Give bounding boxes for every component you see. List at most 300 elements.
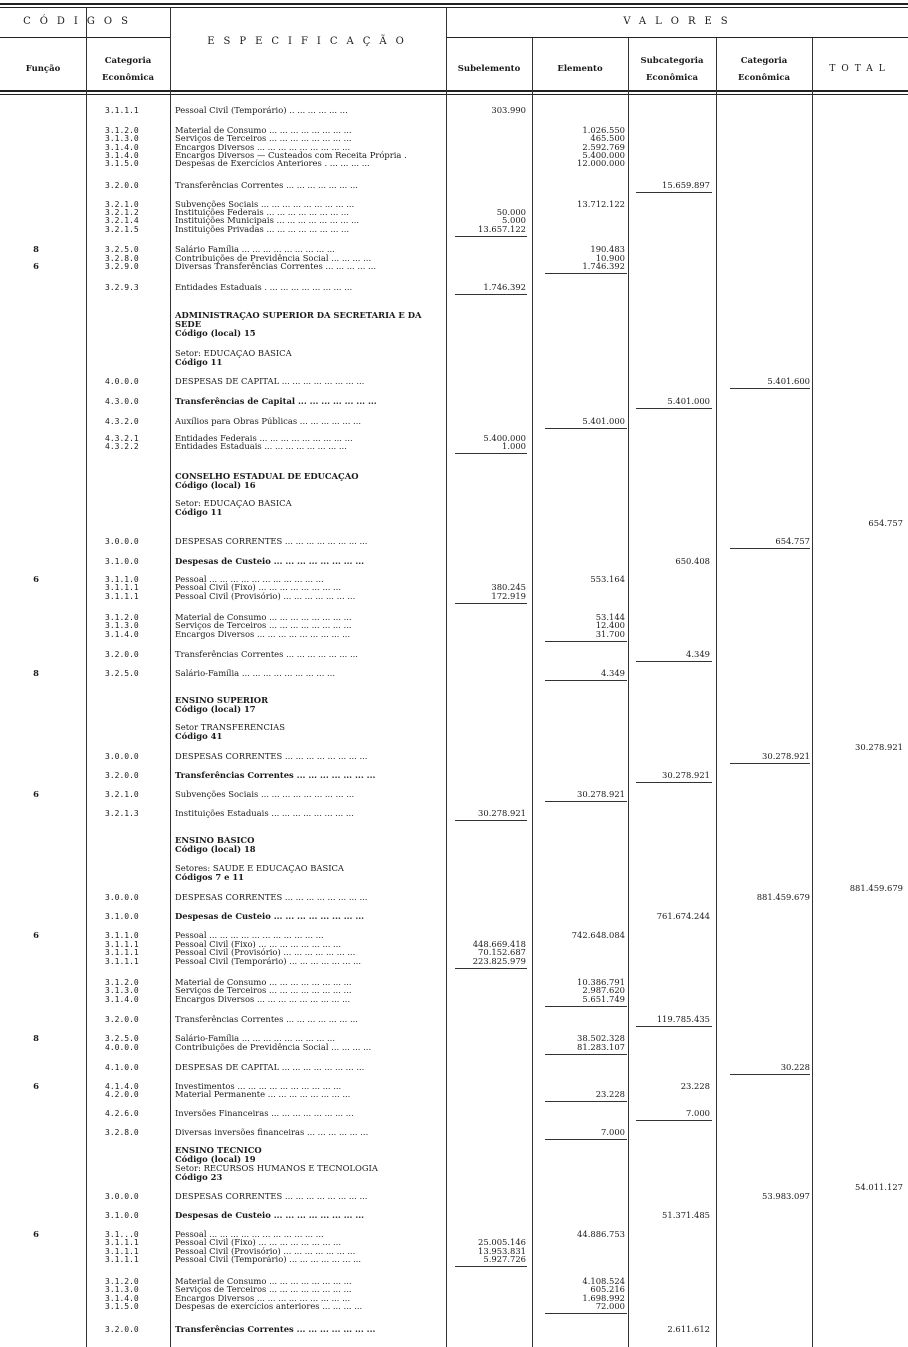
especificacao-label: Serviços de Terceiros ... ... ... ... ... ... ... ... [175, 134, 352, 143]
categoria-code: 3.2.1.5 [105, 225, 139, 234]
total-value: 54.011.127 [855, 1182, 903, 1192]
especificacao-label: Instituições Privadas ... ... ... ... ... ... ... ... [175, 225, 350, 234]
especificacao-text [175, 262, 440, 271]
especificacao-label: Diversas Transferências Correntes ... ... ... ... ... [175, 262, 377, 271]
categoria-code: 3.1.2.0 [105, 978, 139, 987]
elemento-value: 44.886.753 [577, 1229, 625, 1239]
categoria-value: 654.757 [775, 536, 810, 546]
col-rule-subcategoria [716, 38, 717, 1347]
categoria-code: 4.1.4.0 [105, 1082, 139, 1091]
subtotal-rule [455, 236, 527, 237]
ledger-row [0, 1255, 908, 1264]
elemento-value: 553.164 [590, 574, 625, 584]
funcao-code: 6 [33, 789, 39, 799]
categoria-code: 3.2.0.0 [105, 1015, 139, 1024]
especificacao-label: Pessoal Civil (Fixo) ... ... ... ... ... ... ... ... [175, 583, 342, 592]
categoria-code: 3.1.3.0 [105, 986, 139, 995]
especificacao-label: Contribuições de Previdência Social ... ... ... ... [175, 1043, 372, 1052]
categoria-code: 3.1.1.1 [105, 957, 139, 966]
especificacao-text [175, 790, 440, 799]
ledger-row [0, 283, 908, 292]
elemento-value: 53.144 [595, 612, 625, 622]
especificacao-label: Despesas de Custeio ... ... ... ... ... ... ... ... [175, 912, 365, 921]
funcao-code: 8 [33, 244, 39, 254]
ledger-row [0, 1238, 908, 1247]
especificacao-label: Salário-Família ... ... ... ... ... ... ... ... ... [175, 1034, 335, 1043]
especificacao-text [175, 864, 440, 882]
categoria-value: 30.278.921 [762, 751, 810, 761]
especificacao-text [175, 995, 440, 1004]
subcategoria-value: 7.000 [686, 1108, 710, 1118]
elemento-value: 7.000 [601, 1127, 625, 1137]
especificacao-label: Setor TRANSFERÊNCIAS [175, 723, 285, 732]
ledger-row [0, 216, 908, 225]
categoria-value: 53.983.097 [762, 1191, 810, 1201]
ledger-row [0, 1164, 908, 1182]
ledger-row [0, 537, 908, 546]
especificacao-label: Setor: EDUCAÇÃO BÁSICA [175, 349, 292, 358]
ledger-row [0, 723, 908, 741]
especificacao-label: Serviços de Terceiros ... ... ... ... ... ... ... ... [175, 1285, 352, 1294]
elemento-value: 1.026.550 [582, 125, 625, 135]
header-categoria-valor-line1: Categoria [740, 56, 788, 66]
especificacao-label: Setor: EDUCAÇÃO BÁSICA [175, 499, 292, 508]
ledger-row [0, 1034, 908, 1043]
subtotal-rule [545, 680, 627, 681]
subtotal-rule [455, 1266, 527, 1267]
ledger-row [0, 621, 908, 630]
especificacao-text [175, 948, 440, 957]
elemento-value: 81.283.107 [577, 1042, 625, 1052]
categoria-code: 3.1.3.0 [105, 1285, 139, 1294]
subtotal-rule [730, 763, 810, 764]
especificacao-text [175, 472, 440, 490]
especificacao-label: Transferências Correntes ... ... ... ... ... ... ... [175, 1325, 376, 1334]
ledger-row [0, 995, 908, 1004]
categoria-code: 4.0.0.0 [105, 377, 139, 386]
elemento-value: 2.592.769 [582, 142, 625, 152]
especificacao-label: Transferências Correntes ... ... ... ... ... ... ... [175, 771, 376, 780]
header-subcategoria-economica [628, 56, 716, 84]
subtotal-rule [455, 294, 527, 295]
categoria-code: 3.2.5.0 [105, 245, 139, 254]
especificacao-text [175, 931, 440, 940]
especificacao-text [175, 583, 440, 592]
subtotal-rule [730, 1074, 810, 1075]
subcategoria-value: 23.228 [680, 1081, 710, 1091]
elemento-value: 5.401.000 [582, 416, 625, 426]
funcao-code: 8 [33, 668, 39, 678]
categoria-code: 4.3.2.2 [105, 442, 139, 451]
especificacao-label: Pessoal Civil (Temporário) .. ... ... ... ... ... [175, 106, 348, 115]
especificacao-text [175, 630, 440, 639]
categoria-code: 3.1.5.0 [105, 159, 139, 168]
subtotal-rule [730, 548, 810, 549]
ledger-row [0, 225, 908, 234]
especificacao-label: Serviços de Terceiros ... ... ... ... ... ... ... ... [175, 986, 352, 995]
especificacao-label: Pessoal ... ... ... ... ... ... ... ... ... ... ... [175, 575, 324, 584]
subelemento-value: 303.990 [491, 105, 526, 115]
especificacao-label: Material de Consumo ... ... ... ... ... ... ... ... [175, 978, 352, 987]
especificacao-label: Encargos Diversos ... ... ... ... ... ... ... ... ... [175, 630, 351, 639]
section-code: Código 41 [175, 731, 223, 741]
categoria-code: 4.3.0.0 [105, 397, 139, 406]
categoria-code: 3.2.1.4 [105, 216, 139, 225]
elemento-value: 31.700 [595, 629, 625, 639]
subtotal-rule [455, 968, 527, 969]
especificacao-label: Transferências Correntes ... ... ... ... ... ... ... [175, 181, 358, 190]
categoria-code: 3.2.5.0 [105, 669, 139, 678]
especificacao-text [175, 912, 440, 921]
col-rule-subelemento [532, 38, 533, 1347]
section-code: Códigos 7 e 11 [175, 872, 245, 882]
categoria-code: 4.2.0.0 [105, 1090, 139, 1099]
especificacao-label: Entidades Estaduais ... ... ... ... ... ... ... ... [175, 442, 347, 451]
especificacao-label: Pessoal Civil (Provisório) ... ... ... ... ... ... ... [175, 948, 356, 957]
funcao-code: 6 [33, 261, 39, 271]
especificacao-text [175, 417, 440, 426]
especificacao-label: Encargos Diversos ... ... ... ... ... ... ... ... ... [175, 143, 351, 152]
especificacao-text [175, 1034, 440, 1043]
ledger-row [0, 262, 908, 271]
subelemento-value: 172.919 [491, 591, 526, 601]
elemento-value: 30.278.921 [577, 789, 625, 799]
especificacao-text [175, 106, 440, 115]
categoria-code: 3.2.9.3 [105, 283, 139, 292]
especificacao-label: Despesas de Custeio ... ... ... ... ... ... ... ... [175, 557, 365, 566]
categoria-code: 3.2.0.0 [105, 181, 139, 190]
subelemento-value: 448.669.418 [472, 939, 526, 949]
ledger-row [0, 1043, 908, 1052]
especificacao-text [175, 836, 440, 854]
especificacao-label: Pessoal Civil (Fixo) ... ... ... ... ... ... ... ... [175, 1238, 342, 1247]
subtotal-rule [636, 661, 712, 662]
header-subcategoria-line1: Subcategoria [640, 56, 704, 66]
categoria-code: 3.2.5.0 [105, 1034, 139, 1043]
ledger-row [0, 1325, 908, 1334]
header-subcategoria-line2: Econômica [645, 73, 699, 84]
especificacao-label: Despesas de Exercícios Anteriores . ... ... ... ... [175, 159, 370, 168]
header-funcao: Função [25, 64, 61, 74]
especificacao-label: Contribuições de Previdência Social ... ... ... ... [175, 254, 372, 263]
subtotal-rule [545, 1313, 627, 1314]
especificacao-label: Pessoal Civil (Provisório) ... ... ... ... ... ... ... [175, 592, 356, 601]
especificacao-label: Entidades Estaduais . ... ... ... ... ... ... ... ... [175, 283, 353, 292]
subtotal-rule [636, 1120, 712, 1121]
especificacao-text [175, 809, 440, 818]
section-code: Código 23 [175, 1172, 223, 1182]
subtotal-rule [455, 820, 527, 821]
subcategoria-value: 15.659.897 [662, 180, 710, 190]
categoria-code: 3.1.3.0 [105, 621, 139, 630]
subcategoria-value: 119.785.435 [656, 1014, 710, 1024]
especificacao-label: Salário-Família ... ... ... ... ... ... ... ... ... [175, 669, 335, 678]
col-rule-elemento [628, 38, 629, 1347]
especificacao-text [175, 669, 440, 678]
ledger-row [0, 893, 908, 902]
header-bottom-rule [0, 90, 908, 92]
subelemento-value: 5.400.000 [483, 433, 526, 443]
especificacao-text [175, 1146, 440, 1164]
especificacao-label: Despesas de Custeio ... ... ... ... ... ... ... ... [175, 1211, 365, 1220]
especificacao-label: ADMINISTRAÇÃO SUPERIOR DA SECRETARIA E DA SEDE [175, 311, 422, 329]
ledger-row [0, 957, 908, 966]
categoria-code: 3.1.1.1 [105, 583, 139, 592]
subtotal-rule [545, 273, 627, 274]
categoria-code: 3.1.4.0 [105, 630, 139, 639]
categoria-code: 3.0.0.0 [105, 537, 139, 546]
ledger-row [0, 630, 908, 639]
header-categoria-economica [86, 56, 170, 84]
especificacao-text [175, 225, 440, 234]
elemento-value: 38.502.328 [577, 1033, 625, 1043]
ledger-row [0, 1015, 908, 1024]
especificacao-label: Encargos Diversos ... ... ... ... ... ... ... ... ... [175, 995, 351, 1004]
especificacao-text [175, 1090, 440, 1099]
categoria-code: 3.1.1.1 [105, 592, 139, 601]
categoria-code: 3.1.2.0 [105, 126, 139, 135]
especificacao-text [175, 1128, 440, 1137]
header-bottom-rule-thin [0, 94, 908, 95]
especificacao-label: DESPESAS CORRENTES ... ... ... ... ... ... ... ... [175, 752, 368, 761]
especificacao-text [175, 986, 440, 995]
section-code: Código (local) 16 [175, 480, 256, 490]
especificacao-label: Pessoal ... ... ... ... ... ... ... ... ... ... ... [175, 931, 324, 940]
categoria-code: 4.2.6.0 [105, 1109, 139, 1118]
section-code: Código (local) 18 [175, 844, 256, 854]
ledger-row [0, 1302, 908, 1311]
especificacao-label: Investimentos ... ... ... ... ... ... ... ... ... ... [175, 1082, 342, 1091]
subcategoria-value: 650.408 [675, 556, 710, 566]
elemento-value: 10.900 [595, 253, 625, 263]
header-valores: VALORES [623, 16, 737, 27]
categoria-code: 3.1.1.1 [105, 948, 139, 957]
especificacao-text [175, 216, 440, 225]
especificacao-text [175, 592, 440, 601]
section-code: Código 11 [175, 507, 223, 517]
ledger-row [0, 134, 908, 143]
ledger-row [0, 771, 908, 780]
especificacao-label: Pessoal ... ... ... ... ... ... ... ... ... ... ... [175, 1230, 324, 1239]
especificacao-text [175, 557, 440, 566]
ledger-row [0, 1063, 908, 1072]
ledger-row [0, 519, 908, 528]
header-total: TOTAL [829, 64, 891, 74]
subtotal-rule [636, 782, 712, 783]
elemento-value: 465.500 [590, 133, 625, 143]
elemento-value: 13.712.122 [577, 199, 625, 209]
elemento-value: 5.400.000 [582, 150, 625, 160]
especificacao-text [175, 499, 440, 517]
ledger-row [0, 1109, 908, 1118]
especificacao-label: Serviços de Terceiros ... ... ... ... ... ... ... ... [175, 621, 352, 630]
especificacao-label: DESPESAS CORRENTES ... ... ... ... ... ... ... ... [175, 893, 368, 902]
subtotal-rule [545, 428, 627, 429]
especificacao-text [175, 771, 440, 780]
subcategoria-value: 51.371.485 [662, 1210, 710, 1220]
especificacao-text [175, 723, 440, 741]
categoria-code: 3.1...0 [105, 1230, 139, 1239]
ledger-row [0, 790, 908, 799]
especificacao-label: Pessoal Civil (Fixo) ... ... ... ... ... ... ... ... [175, 940, 342, 949]
subelemento-value: 1.000 [502, 441, 526, 451]
ledger-row [0, 592, 908, 601]
categoria-code: 3.1.1.1 [105, 1247, 139, 1256]
ledger-row [0, 377, 908, 386]
subelemento-value: 13.657.122 [478, 224, 526, 234]
especificacao-text [175, 181, 440, 190]
especificacao-label: Auxílios para Obras Públicas ... ... ... ... ... ... [175, 417, 362, 426]
ledger-row [0, 1128, 908, 1137]
ledger-row [0, 397, 908, 406]
especificacao-label: Material de Consumo ... ... ... ... ... ... ... ... [175, 1277, 352, 1286]
header-categoria-valor [716, 56, 812, 84]
subtotal-rule [636, 1026, 712, 1027]
ledger-row [0, 245, 908, 254]
categoria-code: 4.3.2.1 [105, 434, 139, 443]
subtotal-rule [730, 388, 810, 389]
header-especificacao: ESPECIFICAÇÃO [207, 36, 413, 47]
especificacao-label: Material Permanente ... ... ... ... ... ... ... ... [175, 1090, 351, 1099]
subtotal-rule [636, 192, 712, 193]
especificacao-label: Material de Consumo ... ... ... ... ... ... ... ... [175, 613, 352, 622]
subelemento-value: 25.005.146 [478, 1237, 526, 1247]
ledger-row [0, 1090, 908, 1099]
ledger-row [0, 931, 908, 940]
especificacao-text [175, 134, 440, 143]
section-code: Código (local) 19 [175, 1154, 256, 1164]
especificacao-text [175, 696, 440, 714]
section-code: Código (local) 17 [175, 704, 256, 714]
header-categoria-valor-line2: Econômica [737, 73, 791, 84]
especificacao-label: CONSELHO ESTADUAL DE EDUCAÇÃO [175, 472, 359, 481]
especificacao-text [175, 957, 440, 966]
col-rule-categoria-valor [812, 38, 813, 1347]
elemento-value: 12.000.000 [577, 158, 625, 168]
ledger-row [0, 1211, 908, 1220]
elemento-value: 1.746.392 [582, 261, 625, 271]
especificacao-text [175, 159, 440, 168]
categoria-code: 3.2.1.0 [105, 200, 139, 209]
especificacao-label: DESPESAS CORRENTES ... ... ... ... ... ... ... ... [175, 537, 368, 546]
subcategoria-value: 761.674.244 [656, 911, 710, 921]
especificacao-text [175, 1043, 440, 1052]
especificacao-text [175, 893, 440, 902]
especificacao-text [175, 1109, 440, 1118]
subcategoria-value: 4.349 [686, 649, 710, 659]
categoria-code: 3.2.0.0 [105, 771, 139, 780]
subtotal-rule [636, 408, 712, 409]
ledger-row [0, 499, 908, 517]
especificacao-text [175, 1192, 440, 1201]
subelemento-value: 30.278.921 [478, 808, 526, 818]
categoria-code: 3.1.1.1 [105, 1255, 139, 1264]
categoria-code: 3.2.0.0 [105, 650, 139, 659]
categoria-value: 881.459.679 [756, 892, 810, 902]
categoria-code: 3.1.3.0 [105, 134, 139, 143]
subtotal-rule [545, 641, 627, 642]
especificacao-label: Subvenções Sociais ... ... ... ... ... ... ... ... ... [175, 200, 355, 209]
categoria-code: 4.0.0.0 [105, 1043, 139, 1052]
ledger-row [0, 106, 908, 115]
especificacao-label: Material de Consumo ... ... ... ... ... ... ... ... [175, 126, 352, 135]
categoria-code: 3.1.0.0 [105, 912, 139, 921]
especificacao-text [175, 1255, 440, 1264]
especificacao-text [175, 377, 440, 386]
especificacao-label: Salário Família ... ... ... ... ... ... ... ... ... [175, 245, 335, 254]
categoria-code: 3.1.1.0 [105, 575, 139, 584]
subelemento-value: 223.825.979 [472, 956, 526, 966]
categoria-code: 3.1.4.0 [105, 151, 139, 160]
subcategoria-value: 2.611.612 [667, 1324, 710, 1334]
categoria-code: 3.0.0.0 [105, 1192, 139, 1201]
ledger-row [0, 442, 908, 451]
categoria-code: 3.2.8.0 [105, 1128, 139, 1137]
elemento-value: 5.651.749 [582, 994, 625, 1004]
especificacao-label: ENSINO SUPERIOR [175, 696, 269, 705]
ledger-row [0, 417, 908, 426]
ledger-row [0, 864, 908, 882]
especificacao-text [175, 537, 440, 546]
especificacao-text [175, 1211, 440, 1220]
subtotal-rule [545, 1101, 627, 1102]
especificacao-label: Transferências Correntes ... ... ... ... ... ... ... [175, 650, 358, 659]
section-code: Código (local) 15 [175, 328, 256, 338]
elemento-value: 4.108.524 [582, 1276, 625, 1286]
especificacao-text [175, 752, 440, 761]
especificacao-text [175, 1325, 440, 1334]
top-rule-thin [0, 7, 908, 8]
subelemento-value: 5.927.726 [483, 1254, 526, 1264]
elemento-value: 12.400 [595, 620, 625, 630]
especificacao-text [175, 245, 440, 254]
header-elemento: Elemento [557, 64, 603, 74]
categoria-code: 3.2.1.3 [105, 809, 139, 818]
ledger-row [0, 181, 908, 190]
categoria-code: 3.2.1.2 [105, 208, 139, 217]
especificacao-text [175, 349, 440, 367]
especificacao-label: Subvenções Sociais ... ... ... ... ... ... ... ... ... [175, 790, 355, 799]
especificacao-label: Setor: RECURSOS HUMANOS E TECNOLOGIA [175, 1164, 378, 1173]
elemento-value: 605.216 [590, 1284, 625, 1294]
subcategoria-value: 30.278.921 [662, 770, 710, 780]
section-code: Código 11 [175, 357, 223, 367]
especificacao-text [175, 1164, 440, 1182]
especificacao-label: Transferências de Capital ... ... ... ... ... ... ... [175, 397, 377, 406]
especificacao-label: Inversões Financeiras ... ... ... ... ... ... ... ... [175, 1109, 354, 1118]
subtotal-rule [545, 801, 627, 802]
header-subelemento: Subelemento [457, 64, 521, 74]
categoria-value: 5.401.600 [767, 376, 810, 386]
especificacao-text [175, 311, 440, 338]
ledger-row [0, 669, 908, 678]
especificacao-label: DESPESAS DE CAPITAL ... ... ... ... ... ... ... ... [175, 377, 365, 386]
ledger-row [0, 650, 908, 659]
header-codigos: CÓDIGOS [23, 16, 137, 27]
funcao-code: 8 [33, 1033, 39, 1043]
categoria-code: 3.1.1.1 [105, 106, 139, 115]
ledger-row [0, 948, 908, 957]
subtotal-rule [455, 453, 527, 454]
subtotal-rule [455, 603, 527, 604]
elemento-value: 190.483 [590, 244, 625, 254]
especificacao-label: Pessoal Civil (Temporário) ... ... ... ... ... ... ... [175, 957, 362, 966]
subtotal-rule [545, 1006, 627, 1007]
especificacao-label: Diversas inversões financeiras ... ... ... ... ... ... [175, 1128, 369, 1137]
total-value: 881.459.679 [849, 883, 903, 893]
especificacao-text [175, 397, 440, 406]
categoria-code: 3.2.9.0 [105, 262, 139, 271]
